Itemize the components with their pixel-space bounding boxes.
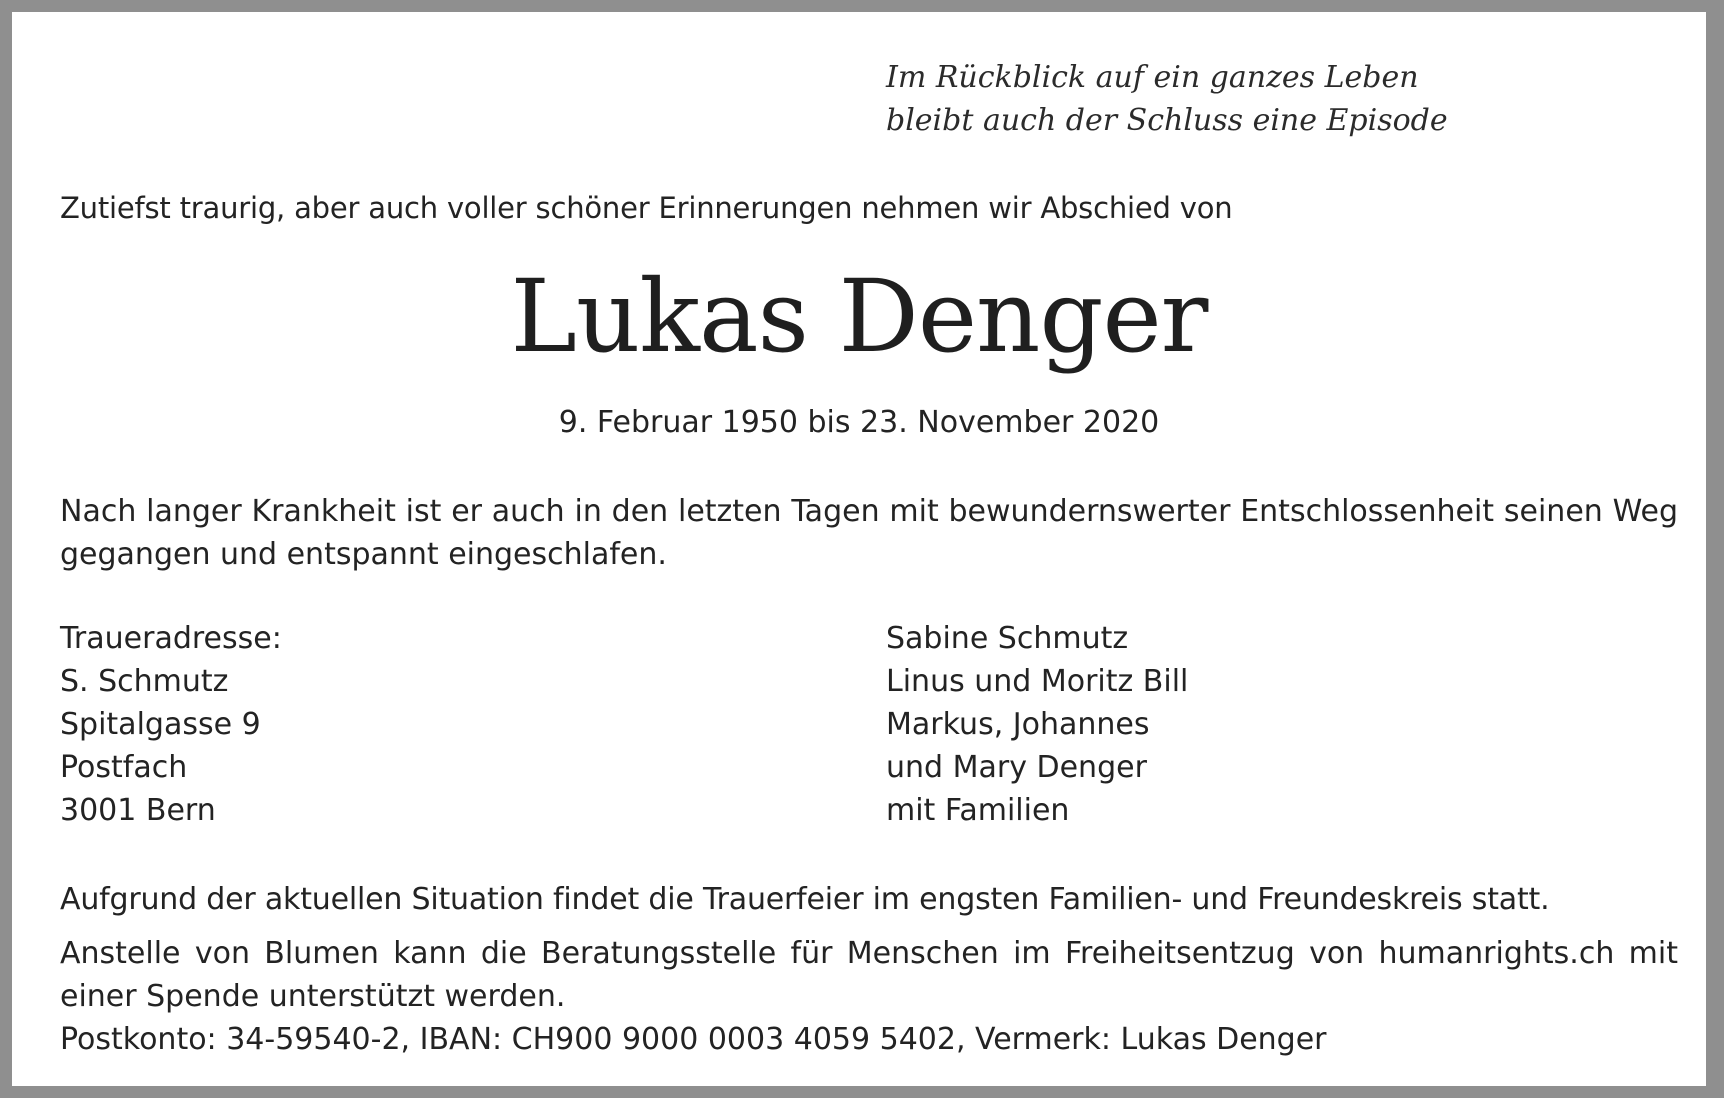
motto-quote [886,56,1448,142]
motto-line: Im Rückblick auf ein ganzes Leben [886,60,1419,95]
motto-line: bleibt auch der Schluss eine Episode [886,103,1448,138]
family-line: Sabine Schmutz [886,621,1129,656]
family-line: Markus, Johannes [886,707,1150,742]
deceased-name: Lukas Denger [510,258,1208,375]
bank-details: Postkonto: 34-59540-2, IBAN: CH900 9000 0003 4059 5402, Vermerk: Lukas Denger [60,1022,1327,1057]
family-names [886,617,1188,832]
life-dates: 9. Februar 1950 bis 23. November 2020 [558,405,1160,440]
family-line: mit Familien [886,793,1070,828]
donation-paragraph: Anstelle von Blumen kann die Beratungsstelle für Menschen im Freiheitsentzug von humanrights.ch mit einer Spende unterstützt werden. [60,936,1678,1014]
illness-paragraph: Nach langer Krankheit ist er auch in den letzten Tagen mit bewundernswerter Entschlossenheit seinen Weg gegangen und entspannt eingeschlafen. [60,494,1678,572]
address-line: Postfach [60,750,188,785]
family-line: und Mary Denger [886,750,1147,785]
mourning-address [60,617,282,832]
address-line: Traueradresse: [60,621,282,656]
obituary-notice [12,12,1706,1086]
ceremony-paragraph: Aufgrund der aktuellen Situation findet die Trauerfeier im engsten Familien- und Freundeskreis statt. [60,882,1550,917]
address-line: 3001 Bern [60,793,216,828]
family-line: Linus und Moritz Bill [886,664,1189,699]
intro-text: Zutiefst traurig, aber auch voller schöner Erinnerungen nehmen wir Abschied von [60,191,1233,225]
address-line: S. Schmutz [60,664,229,699]
address-line: Spitalgasse 9 [60,707,261,742]
